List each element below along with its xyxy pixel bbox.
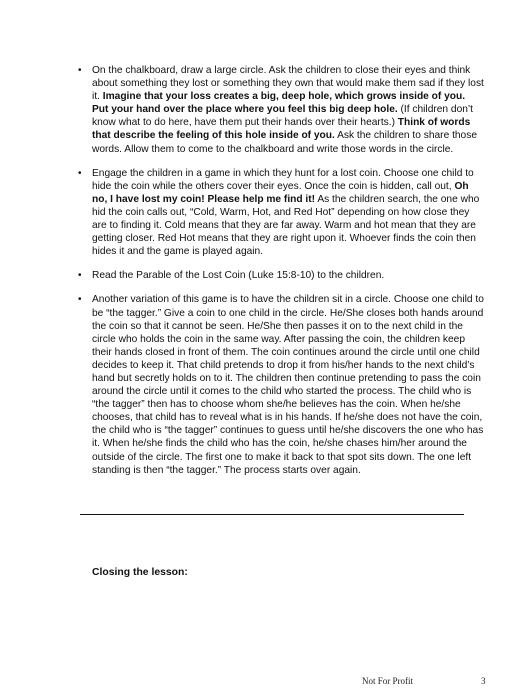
text-run: Ask the children to share those words. Allow them to come to the chalkboard and write those words in the circle. — [92, 130, 477, 155]
horizontal-divider — [80, 514, 464, 515]
list-item-lost-coin-game — [78, 167, 484, 259]
text-run: As the children search, the one who hid the coin calls out, “Cold, Warm, Hot, and Red Hot” depending on how close they are to finding it. Cold means that they are far away. Warm and hot mean that they are getting closer. Red Hot means that they are right upon it. Whoever finds the coin then hides it and the game is played again. — [92, 193, 480, 258]
list-item-game-variation — [78, 293, 484, 476]
list-item-read-parable — [78, 269, 484, 282]
section-heading-closing: Closing the lesson: — [92, 567, 188, 578]
text-run: Read the Parable of the Lost Coin (Luke 15:8-10) to the children. — [92, 270, 385, 282]
text-run: On the chalkboard, draw a large circle. Ask the children to close their eyes and think about something they lost or something they own that would make them sad if they lost it. — [92, 65, 484, 103]
list-item-chalkboard-circle — [78, 64, 484, 156]
bullet-marker: • — [78, 167, 82, 179]
activity-list — [78, 64, 484, 488]
bold-text-run: Oh no, I have lost my coin! Please help me find it! — [92, 180, 469, 205]
text-run: Engage the children in a game in which they hunt for a lost coin. Choose one child to hide the coin while the others cover their eyes. Once the coin is hidden, call out, — [92, 167, 474, 192]
bold-text-run: Imagine that your loss creates a big, deep hole, which grows inside of you. Put your hand over the place where you feel this big deep hole. — [92, 91, 466, 116]
bold-text-run: Think of words that describe the feeling of this hole inside of you. — [92, 117, 471, 142]
page-number: 3 — [481, 676, 486, 686]
bullet-marker: • — [78, 270, 82, 282]
text-run: Another variation of this game is to have the children sit in a circle. Choose one child to be “the tagger.” Give a coin to one child in the circle. He/She closes both hands around the coin so that it cannot be seen. He/She then passes it on to the next child in the circle who holds the coin in the same way. After passing the coin, the children keep their hands closed in front of them. The coin continues around the circle until one child decides to keep it. That child pretends to drop it from his/her hands to the next child’s hand but secretly holds on to it. The children then continue pretending to pass the coin around the circle until it comes to the child who started the process. The child who is “the tagger” then has to choose whom she/he believes has the coin. When he/she chooses, that child has to reveal what is in his hands. If he/she does not have the coin, the child who is “the tagger” continues to guess until he/she discovers the one who has it. When he/she finds the child who has the coin, he/she chases him/her around the outside of the circle. The first one to make it back to that spot sits down. The one left standing is then “the tagger.” The process starts over again. — [92, 294, 484, 476]
footer-label: Not For Profit — [362, 676, 414, 686]
bullet-marker: • — [78, 65, 82, 76]
text-run: (If children don’t know what to do here, have them put their hands over their hearts.) — [92, 104, 473, 129]
bullet-marker: • — [78, 294, 82, 306]
